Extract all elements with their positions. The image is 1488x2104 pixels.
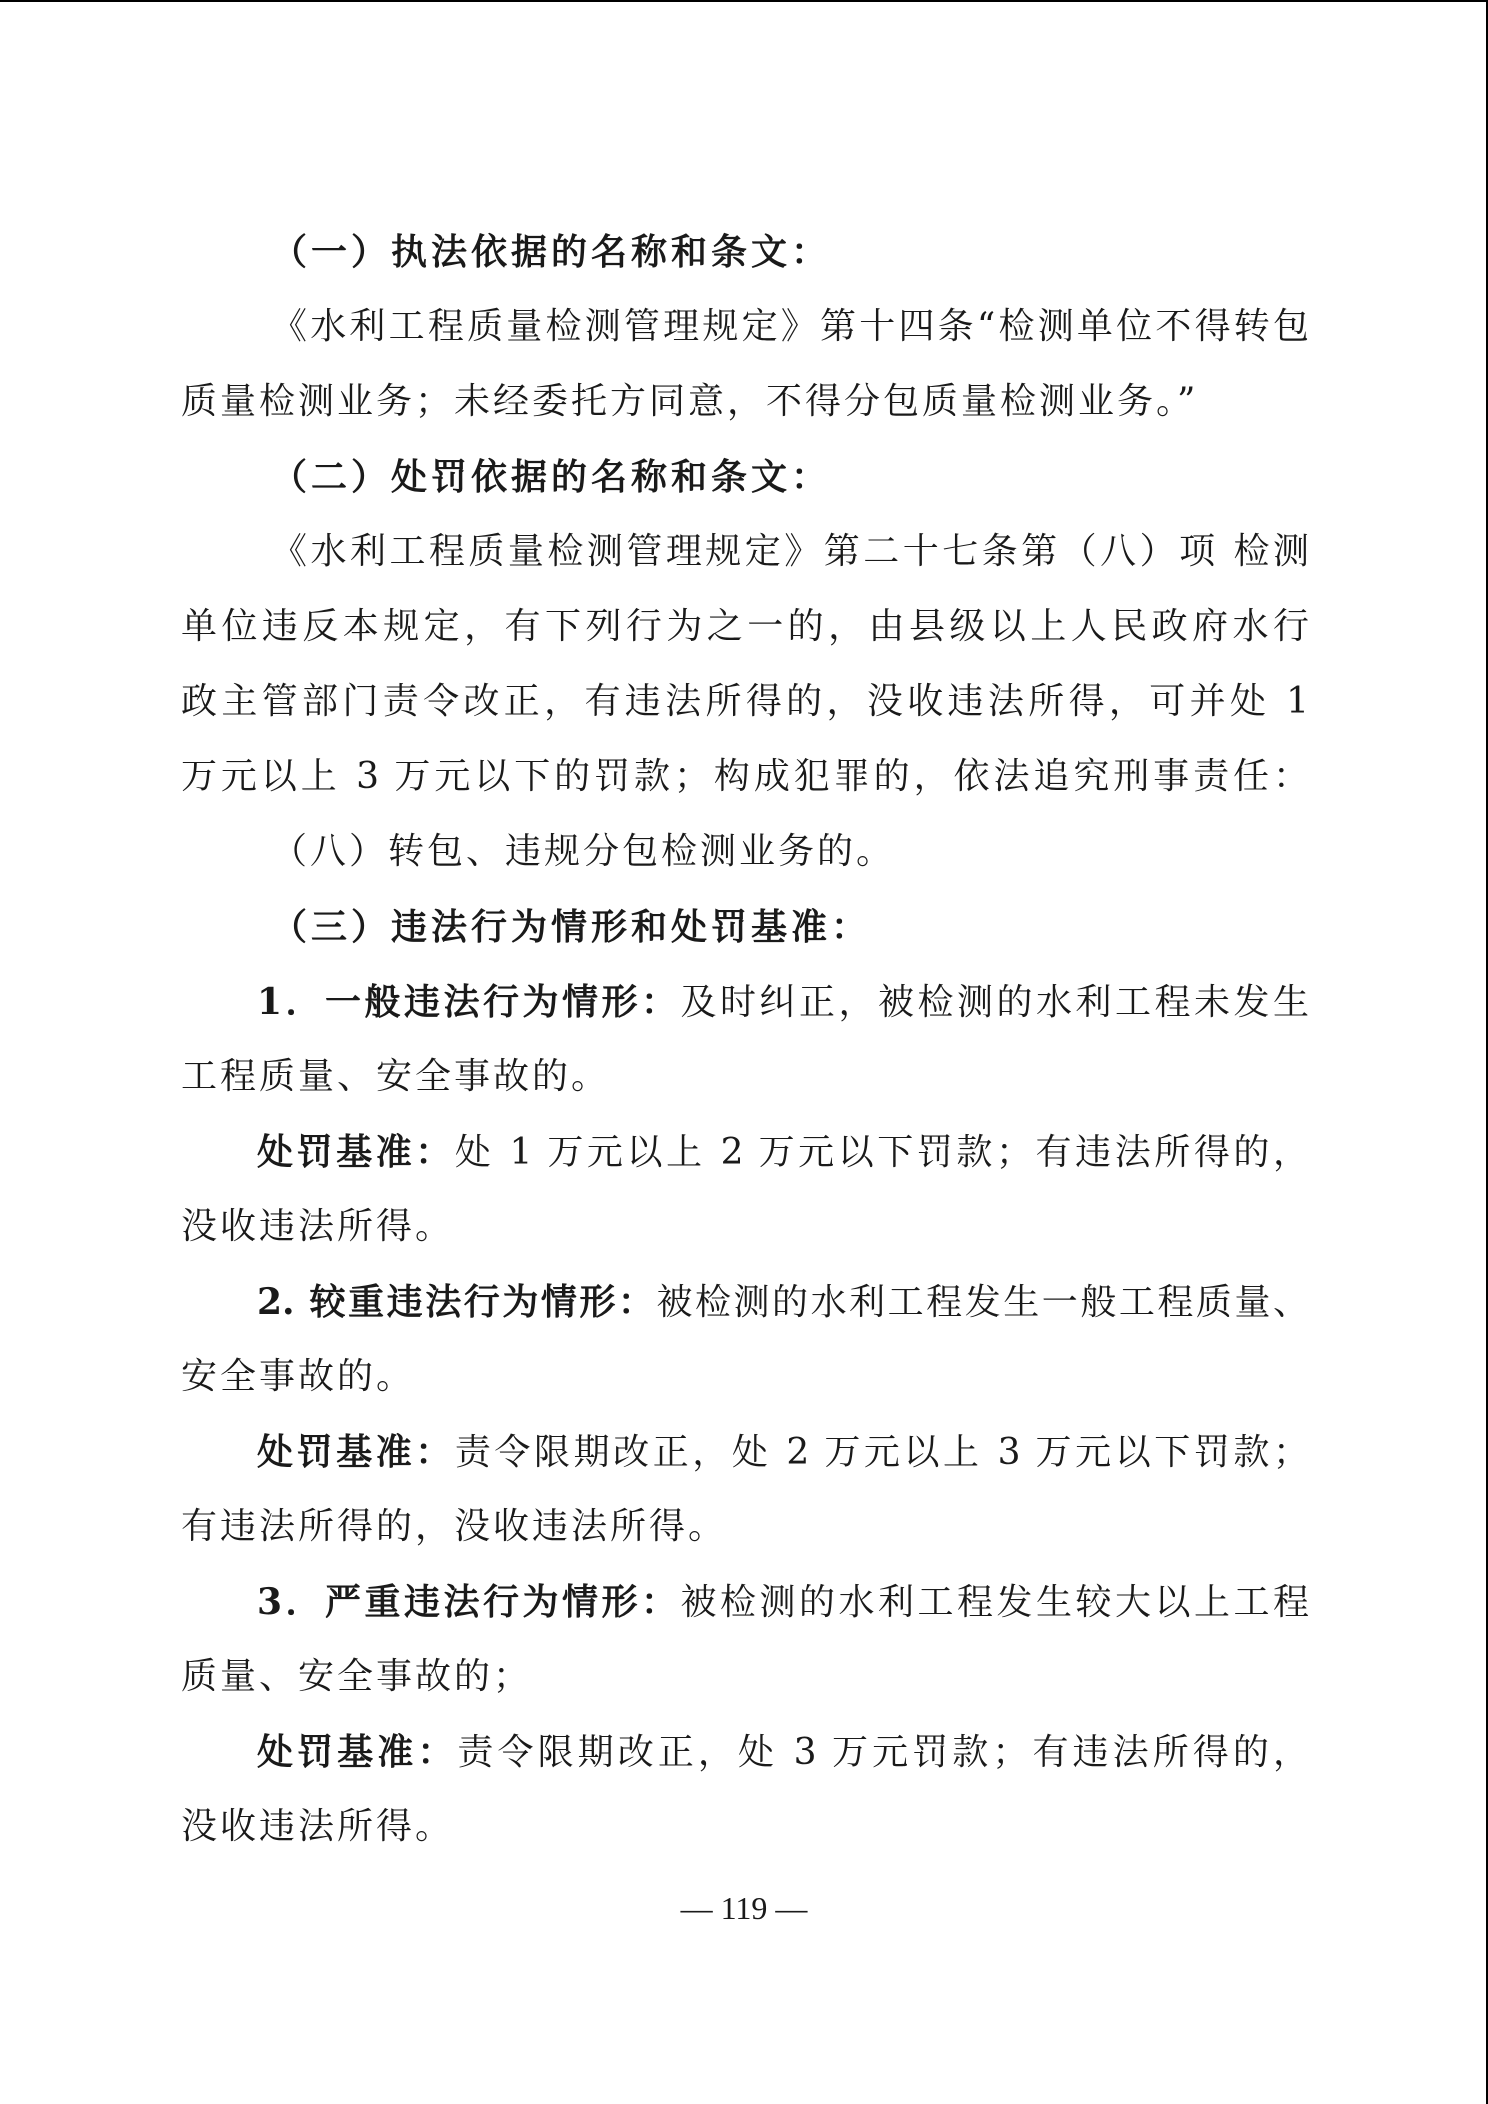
paragraph-line: 质量、安全事故的； — [181, 1656, 533, 1697]
section-heading-violation-standards: （三）违法行为情形和处罚基准： — [271, 906, 872, 948]
penalty-label: 处罚基准： — [257, 1731, 458, 1773]
item-text: 被检测的水利工程发生较大以上工程 — [680, 1582, 1309, 1623]
paragraph-line: 有违法所得的，没收违法所得。 — [181, 1506, 728, 1547]
item-text: 被检测的水利工程发生一般工程质量、 — [656, 1282, 1309, 1323]
penalty-label: 处罚基准： — [257, 1131, 455, 1173]
paragraph-line: 单位违反本规定，有下列行为之一的，由县级以上人民政府水行 — [181, 606, 1309, 647]
item-text: 及时纠正，被检测的水利工程未发生 — [680, 982, 1309, 1023]
paragraph-line: 《水利工程质量检测管理规定》第十四条“检测单位不得转包 — [271, 306, 1309, 347]
item-label: 1．一般违法行为情形： — [257, 981, 681, 1023]
penalty-label: 处罚基准： — [257, 1431, 455, 1473]
penalty-text: 责令限期改正，处 3 万元罚款；有违法所得的， — [457, 1732, 1309, 1773]
paragraph-line: 《水利工程质量检测管理规定》第二十七条第（八）项 检测 — [271, 531, 1309, 572]
paragraph-line: 政主管部门责令改正，有违法所得的，没收违法所得，可并处 1 — [181, 681, 1309, 722]
item-penalty-standard — [181, 1426, 1309, 1478]
item-serious-violation — [181, 1276, 1309, 1328]
paragraph-line: 工程质量、安全事故的。 — [181, 1056, 611, 1097]
item-general-violation — [181, 976, 1309, 1028]
penalty-text: 责令限期改正，处 2 万元以上 3 万元以下罚款； — [454, 1432, 1309, 1473]
item-penalty-standard — [181, 1726, 1309, 1778]
section-heading-penalty-basis: （二）处罚依据的名称和条文： — [271, 456, 832, 498]
page-edge-top — [0, 0, 1488, 2]
item-label: 2. 较重违法行为情形： — [257, 1281, 657, 1323]
paragraph-line: 万元以上 3 万元以下的罚款；构成犯罪的，依法追究刑事责任： — [181, 756, 1309, 797]
paragraph-line: （八）转包、违规分包检测业务的。 — [271, 831, 896, 872]
page-number: — 119 — — [680, 1890, 808, 1926]
penalty-text: 处 1 万元以上 2 万元以下罚款；有违法所得的， — [454, 1132, 1309, 1173]
item-penalty-standard — [181, 1126, 1309, 1178]
paragraph-line: 安全事故的。 — [181, 1356, 416, 1397]
section-heading-enforcement-basis: （一）执法依据的名称和条文： — [271, 231, 832, 273]
paragraph-line: 没收违法所得。 — [181, 1806, 455, 1847]
paragraph-line: 没收违法所得。 — [181, 1206, 455, 1247]
paragraph-line: 质量检测业务；未经委托方同意，不得分包质量检测业务。” — [181, 381, 1199, 422]
item-label: 3．严重违法行为情形： — [257, 1581, 681, 1623]
item-severe-violation — [181, 1576, 1309, 1628]
